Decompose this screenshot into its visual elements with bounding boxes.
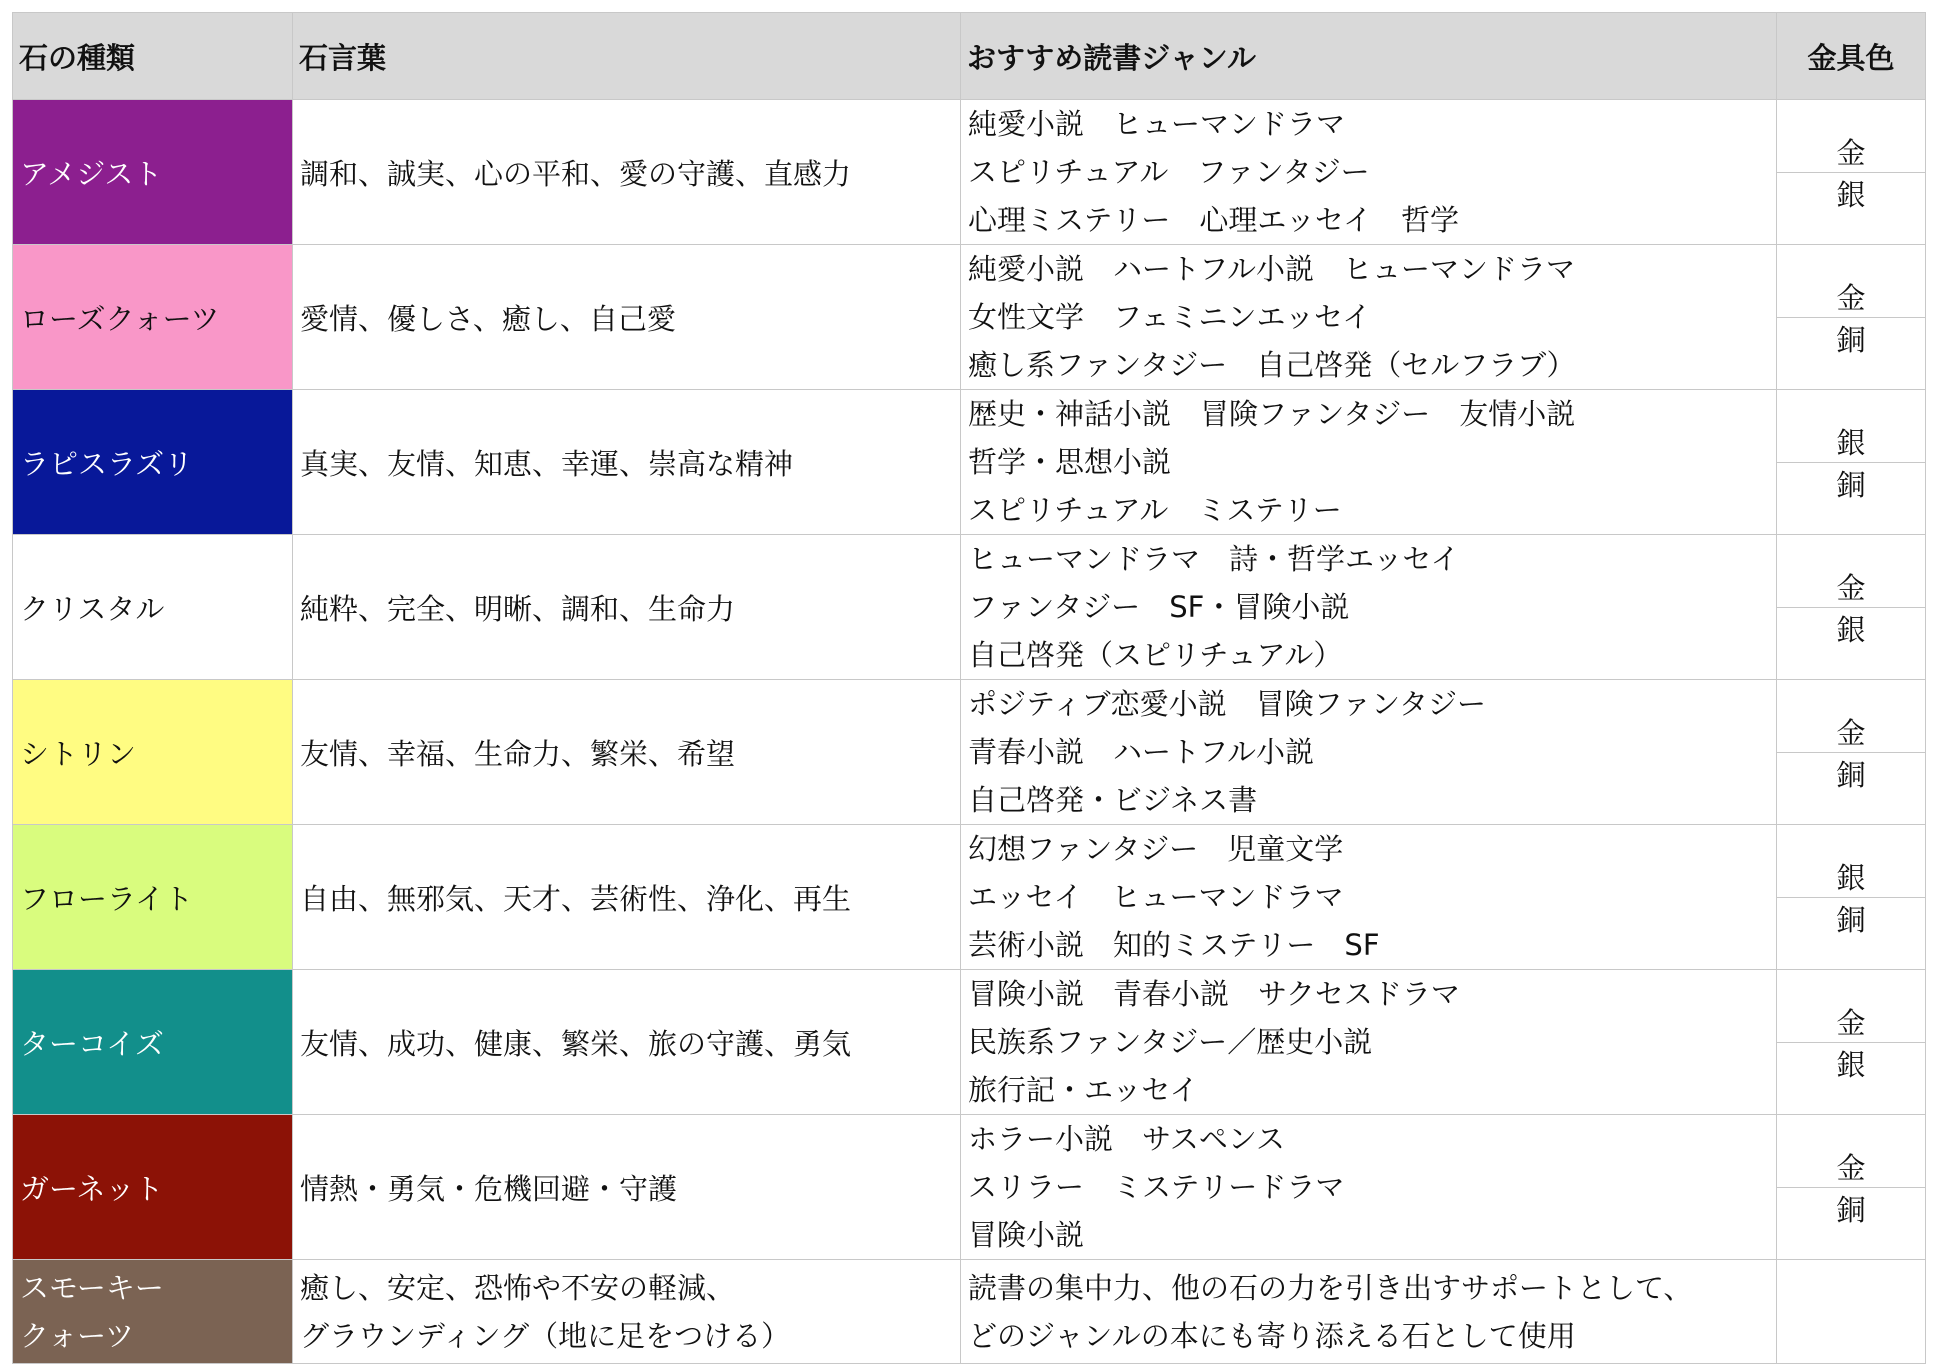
metal-option: 銅 — [1777, 1187, 1925, 1229]
stone-name-cell: ローズクォーツ — [13, 245, 293, 390]
genre-line: 冒険小説 青春小説 サクセスドラマ — [968, 977, 1460, 1011]
table-row — [13, 1260, 1926, 1364]
table-row — [13, 390, 1926, 535]
genre-line: ファンタジー SF・冒険小説 — [968, 590, 1350, 624]
genres-cell — [961, 245, 1777, 390]
table-row — [13, 535, 1926, 680]
metal-option: 金 — [1836, 1005, 1866, 1040]
table-row — [13, 100, 1926, 245]
stone-words-cell: 友情、幸福、生命力、繁栄、希望 — [293, 680, 961, 825]
genres-cell — [961, 680, 1777, 825]
stone-name-line: スモーキー — [20, 1270, 164, 1305]
genre-line: 癒し系ファンタジー 自己啓発（セルフラブ） — [968, 348, 1576, 382]
genre-line: スピリチュアル ファンタジー — [968, 155, 1370, 189]
stone-words-line: 癒し、安定、恐怖や不安の軽減、 — [300, 1270, 736, 1305]
genre-line: ホラー小説 サスペンス — [968, 1122, 1285, 1156]
stone-name-cell: ガーネット — [13, 1115, 293, 1260]
metal-option: 銀 — [1777, 607, 1925, 649]
metal-cell — [1777, 970, 1926, 1115]
stone-name-cell: ターコイズ — [13, 970, 293, 1115]
metal-cell — [1777, 1260, 1926, 1364]
metal-options — [1777, 566, 1925, 649]
metal-cell — [1777, 680, 1926, 825]
stone-table — [12, 12, 1926, 1364]
genre-line: 幻想ファンタジー 児童文学 — [968, 832, 1344, 866]
metal-options — [1777, 421, 1925, 504]
stone-words-cell: 真実、友情、知恵、幸運、崇高な精神 — [293, 390, 961, 535]
metal-options — [1777, 1001, 1925, 1084]
metal-options — [1777, 856, 1925, 939]
metal-cell — [1777, 100, 1926, 245]
metal-option: 金 — [1836, 570, 1866, 605]
genre-line: 自己啓発（スピリチュアル） — [968, 638, 1343, 672]
stone-name-cell: フローライト — [13, 825, 293, 970]
metal-option: 金 — [1836, 280, 1866, 315]
stone-words-cell: 友情、成功、健康、繁栄、旅の守護、勇気 — [293, 970, 961, 1115]
metal-option: 銅 — [1777, 462, 1925, 504]
metal-option: 銅 — [1777, 317, 1925, 359]
genre-line: どのジャンルの本にも寄り添える石として使用 — [968, 1318, 1576, 1353]
genre-line: 女性文学 フェミニンエッセイ — [968, 300, 1372, 334]
metal-options — [1777, 711, 1925, 794]
metal-cell — [1777, 1115, 1926, 1260]
genre-line: 旅行記・エッセイ — [968, 1073, 1199, 1107]
genre-line: エッセイ ヒューマンドラマ — [968, 880, 1344, 914]
metal-cell — [1777, 825, 1926, 970]
genre-line: 哲学・思想小説 — [968, 445, 1172, 479]
genre-line: 民族系ファンタジー／歴史小説 — [968, 1025, 1373, 1059]
metal-cell — [1777, 535, 1926, 680]
header-row — [13, 13, 1926, 100]
genres-cell — [961, 1260, 1777, 1364]
header-metal-color: 金具色 — [1777, 13, 1926, 100]
genre-line: 純愛小説 ヒューマンドラマ — [968, 107, 1346, 141]
stone-words-cell: 純粋、完全、明晰、調和、生命力 — [293, 535, 961, 680]
metal-option: 銀 — [1777, 172, 1925, 214]
table-row — [13, 680, 1926, 825]
stone-words-cell — [293, 1260, 961, 1364]
genre-line: ポジティブ恋愛小説 冒険ファンタジー — [968, 687, 1486, 721]
metal-option: 銅 — [1777, 752, 1925, 794]
header-stone-words: 石言葉 — [293, 13, 961, 100]
genre-line: 純愛小説 ハートフル小説 ヒューマンドラマ — [968, 252, 1575, 286]
stone-name-cell: クリスタル — [13, 535, 293, 680]
stone-name-cell — [13, 1260, 293, 1364]
stone-words-line: グラウンディング（地に足をつける） — [300, 1318, 791, 1353]
metal-options — [1777, 1146, 1925, 1229]
genres-cell — [961, 100, 1777, 245]
genres-cell — [961, 825, 1777, 970]
stone-words-cell: 自由、無邪気、天才、芸術性、浄化、再生 — [293, 825, 961, 970]
table-row — [13, 825, 1926, 970]
genre-line: ヒューマンドラマ 詩・哲学エッセイ — [968, 542, 1460, 576]
table-row — [13, 970, 1926, 1115]
genres-cell — [961, 390, 1777, 535]
header-stone-type: 石の種類 — [13, 13, 293, 100]
metal-cell — [1777, 390, 1926, 535]
stone-words-cell: 愛情、優しさ、癒し、自己愛 — [293, 245, 961, 390]
genre-line: 歴史・神話小説 冒険ファンタジー 友情小説 — [968, 397, 1576, 431]
genres-cell — [961, 970, 1777, 1115]
genres-cell — [961, 1115, 1777, 1260]
metal-option: 金 — [1836, 715, 1866, 750]
stone-name-cell: シトリン — [13, 680, 293, 825]
metal-option: 銀 — [1777, 1042, 1925, 1084]
metal-option: 銀 — [1836, 425, 1866, 460]
genre-line: 冒険小説 — [968, 1218, 1085, 1252]
metal-option: 金 — [1836, 135, 1866, 170]
metal-option: 銀 — [1836, 860, 1866, 895]
genre-line: スピリチュアル ミステリー — [968, 493, 1342, 527]
metal-cell — [1777, 245, 1926, 390]
genre-line: 自己啓発・ビジネス書 — [968, 783, 1258, 817]
metal-option: 銅 — [1777, 897, 1925, 939]
metal-option: 金 — [1836, 1150, 1866, 1185]
stone-name-cell: ラピスラズリ — [13, 390, 293, 535]
genre-line: 青春小説 ハートフル小説 — [968, 735, 1314, 769]
metal-options — [1777, 276, 1925, 359]
stone-name-cell: アメジスト — [13, 100, 293, 245]
stone-name-line: クォーツ — [20, 1318, 134, 1353]
stone-words-cell: 情熱・勇気・危機回避・守護 — [293, 1115, 961, 1260]
genre-line: 読書の集中力、他の石の力を引き出すサポートとして、 — [968, 1270, 1693, 1305]
table-row — [13, 1115, 1926, 1260]
stone-words-cell: 調和、誠実、心の平和、愛の守護、直感力 — [293, 100, 961, 245]
genre-line: 心理ミステリー 心理エッセイ 哲学 — [968, 203, 1459, 237]
metal-options — [1777, 131, 1925, 214]
genre-line: スリラー ミステリードラマ — [968, 1170, 1345, 1204]
genres-cell — [961, 535, 1777, 680]
genre-line: 芸術小説 知的ミステリー SF — [968, 928, 1380, 962]
header-genres: おすすめ読書ジャンル — [961, 13, 1777, 100]
table-row — [13, 245, 1926, 390]
